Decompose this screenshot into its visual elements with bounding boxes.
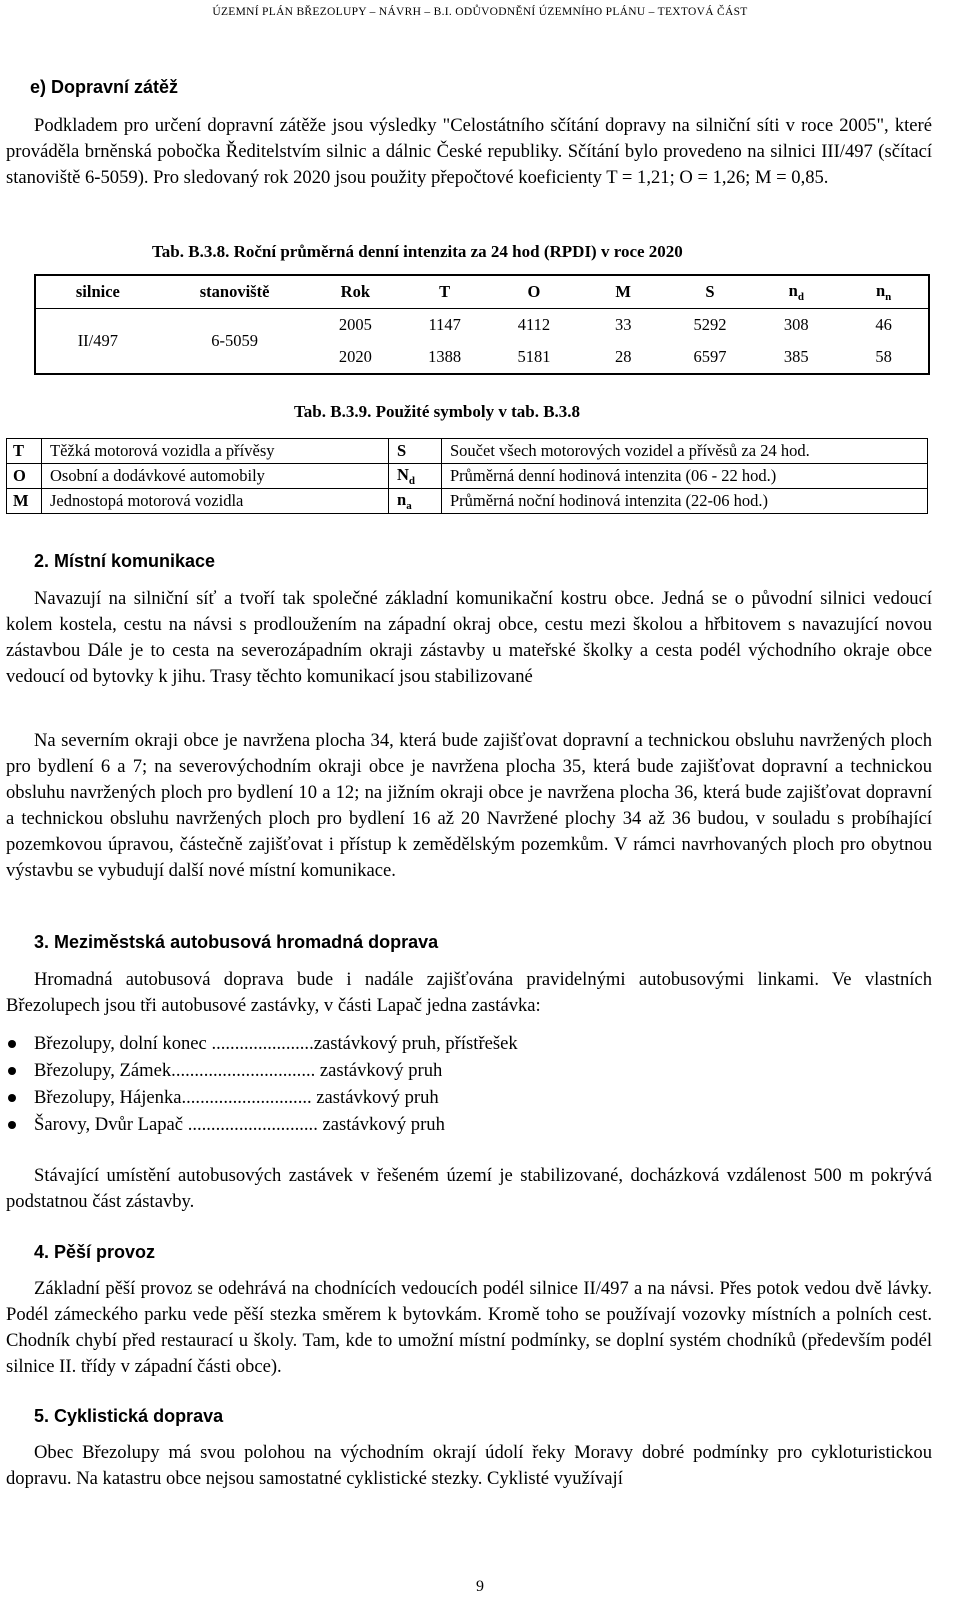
cell: 4112 — [488, 309, 580, 342]
cell: 58 — [875, 347, 892, 366]
cell: 5292 — [667, 309, 754, 342]
table-row — [7, 464, 928, 489]
list-item — [6, 1084, 518, 1111]
list-item-text: Březolupy, Hájenka............................ zastávkový pruh — [34, 1087, 439, 1108]
section-3-text-1: Hromadná autobusová doprava bude i nadále zajišťována pravidelnými autobusovými linkami. Ve vlastních Březolupech jsou tři autobusové zastávky, v části Lapač jedna zastávka: — [6, 969, 932, 1016]
th-o: O — [527, 282, 541, 301]
section-2-paragraph-1 — [6, 586, 932, 690]
table2-caption: Tab. B.3.9. Použité symboly v tab. B.3.8 — [294, 402, 581, 421]
cell-station: 6-5059 — [160, 309, 310, 375]
section-5-title: 5. Cyklistická doprava — [34, 1406, 224, 1426]
rpdi-header-row — [35, 275, 929, 309]
th-rok: Rok — [340, 282, 370, 301]
section-e-title: e) Dopravní zátěž — [30, 77, 179, 97]
th-nd — [753, 275, 839, 309]
table-row — [35, 309, 929, 342]
section-e-text: Podkladem pro určení dopravní zátěže jsou výsledky "Celostátního sčítání dopravy na silniční síti v roce 2005", které prováděla brněnská pobočka Ředitelstvím silnic a dálnic České republiky. Sčítání bylo provedeno na silnici III/497 (sčítací stanoviště 6-5059). Pro sledovaný rok 2020 jsou použity přepočtové koeficienty T = 1,21; O = 1,26; M = 0,85. — [6, 115, 932, 188]
section-e-paragraph — [6, 113, 932, 191]
cell: 5181 — [517, 347, 551, 366]
symbol-desc: Jednostopá motorová vozidla — [42, 489, 389, 514]
cell: 6597 — [693, 347, 727, 366]
section-4-text: Základní pěší provoz se odehrává na chodnících vedoucích podél silnice II/497 a na návsi. Přes potok vedou dvě lávky. Podél zámeckého parku vede pěší stezka směrem k bytovkám. Kromě toho se používají vozovky místních a polních cest. Chodník chybí před restaurací u školy. Tam, kde to umožní místní podmínky, se doplní systém chodníků (především podél silnice II. třídy v západní části obce). — [6, 1278, 932, 1377]
section-4-paragraph — [6, 1276, 932, 1380]
symbol-desc: Průměrná noční hodinová intenzita (22-06 hod.) — [442, 489, 928, 514]
list-item — [6, 1057, 518, 1084]
th-s: S — [705, 282, 715, 301]
th-nn — [839, 275, 929, 309]
cell: 33 — [580, 309, 667, 342]
section-3-paragraph-1 — [6, 967, 932, 1019]
cell: 1147 — [401, 309, 488, 342]
list-item-text: Šarovy, Dvůr Lapač ............................ zastávkový pruh — [34, 1114, 445, 1135]
th-nd-sub: d — [797, 291, 804, 303]
section-5-paragraph — [6, 1440, 932, 1492]
symbol-key-sub: d — [408, 475, 416, 487]
th-nn-sub: n — [885, 291, 892, 303]
bullet-icon — [8, 1121, 16, 1129]
section-3-text-2: Stávající umístění autobusových zastávek v řešeném území je stabilizované, docházková vzdálenost 500 m pokrývá podstatnou část zástavby. — [6, 1165, 932, 1212]
section-3-title: 3. Meziměstská autobusová hromadná doprava — [34, 932, 439, 952]
symbol-key: T — [7, 439, 42, 464]
symbol-key: O — [7, 464, 42, 489]
symbol-desc: Průměrná denní hodinová intenzita (06 - 22 hod.) — [442, 464, 928, 489]
section-5-text: Obec Březolupy má svou polohou na východním okrají údolí řeky Moravy dobré podmínky pro cykloturistickou dopravu. Na katastru obce nejsou samostatné cyklistické stezky. Cyklisté využívají — [6, 1442, 932, 1489]
th-t: T — [439, 282, 451, 301]
symbol-desc: Součet všech motorových vozidel a přívěsů za 24 hod. — [442, 439, 928, 464]
section-2-title: 2. Místní komunikace — [34, 551, 216, 571]
th-nd-main: n — [788, 281, 798, 300]
section-3-paragraph-2 — [6, 1163, 932, 1215]
symbols-table — [6, 438, 928, 514]
cell: 28 — [614, 347, 632, 366]
symbol-desc: Osobní a dodávkové automobily — [42, 464, 389, 489]
section-4-title: 4. Pěší provoz — [34, 1242, 156, 1262]
section-2-text-1: Navazují na silniční síť a tvoří tak společné základní komunikační kostru obce. Jedná se o původní silnici vedoucí kolem kostela, cestu na návsi s prodloužením na západní okraj obce, cestu mezi školou a hřbitovem s navazující novou zástavbou Dále je to cesta na severozápadním okraji zástavby u mateřské školky a cesta podél východního okraje obce vedoucí od bytovky k jihu. Trasy těchto komunikací jsou stabilizované — [6, 588, 932, 687]
list-item — [6, 1030, 518, 1057]
bullet-icon — [8, 1040, 16, 1048]
cell: 308 — [753, 309, 839, 342]
list-item — [6, 1111, 518, 1138]
th-stanoviste: stanoviště — [199, 282, 270, 301]
cell: 2005 — [309, 309, 401, 342]
th-silnice: silnice — [75, 282, 120, 301]
rpdi-table — [34, 274, 930, 375]
th-m: M — [615, 282, 631, 301]
cell: 46 — [839, 309, 929, 342]
page-number: 9 — [476, 1578, 484, 1595]
section-2-text-2: Na severním okraji obce je navržena plocha 34, která bude zajišťovat dopravní a technickou obsluhu navržených ploch pro bydlení 6 a 7; na severovýchodním okraji obce je navržena plocha 35, která bude zajišťovat dopravní a technickou obsluhu navržených ploch pro bydlení 10 a 12; na jižním okraji obce je navržena plocha 36, která bude zajišťovat dopravní a technickou obsluhu navržených ploch pro bydlení 16 až 20 Navržené plochy 34 až 36 budou, v souladu s probíhající pozemkovou úpravou, částečně zajišťovat i přístup k zemědělským pozemkům. V rámci navrhovaných ploch pro obytnou výstavbu se vybudují další nové místní komunikace. — [6, 730, 932, 881]
symbol-key — [389, 464, 442, 489]
cell: 1388 — [428, 347, 462, 366]
symbol-key-main: S — [397, 441, 407, 460]
symbol-key: M — [7, 489, 42, 514]
symbol-key-main: n — [397, 490, 407, 509]
symbol-key — [389, 439, 442, 464]
symbol-key-sub: a — [406, 500, 412, 512]
bullet-icon — [8, 1094, 16, 1102]
symbol-key — [389, 489, 442, 514]
page-header: ÚZEMNÍ PLÁN BŘEZOLUPY – NÁVRH – B.I. ODŮVODNĚNÍ ÚZEMNÍHO PLÁNU – TEXTOVÁ ČÁST — [212, 6, 748, 18]
cell-road: II/497 — [35, 309, 160, 375]
table1-caption: Tab. B.3.8. Roční průměrná denní intenzita za 24 hod (RPDI) v roce 2020 — [152, 242, 683, 261]
list-item-text: Březolupy, Zámek............................... zastávkový pruh — [34, 1060, 443, 1081]
cell: 2020 — [338, 347, 372, 366]
section-2-paragraph-2 — [6, 728, 932, 884]
list-item-text: Březolupy, dolní konec ......................zastávkový pruh, přístřešek — [34, 1033, 518, 1054]
cell: 385 — [783, 347, 809, 366]
table-row — [7, 489, 928, 514]
bus-stops-list — [6, 1030, 518, 1138]
table-row — [7, 439, 928, 464]
bullet-icon — [8, 1067, 16, 1075]
symbol-key-main: N — [397, 465, 409, 484]
symbol-desc: Těžká motorová vozidla a přívěsy — [42, 439, 389, 464]
th-nn-main: n — [875, 281, 886, 300]
